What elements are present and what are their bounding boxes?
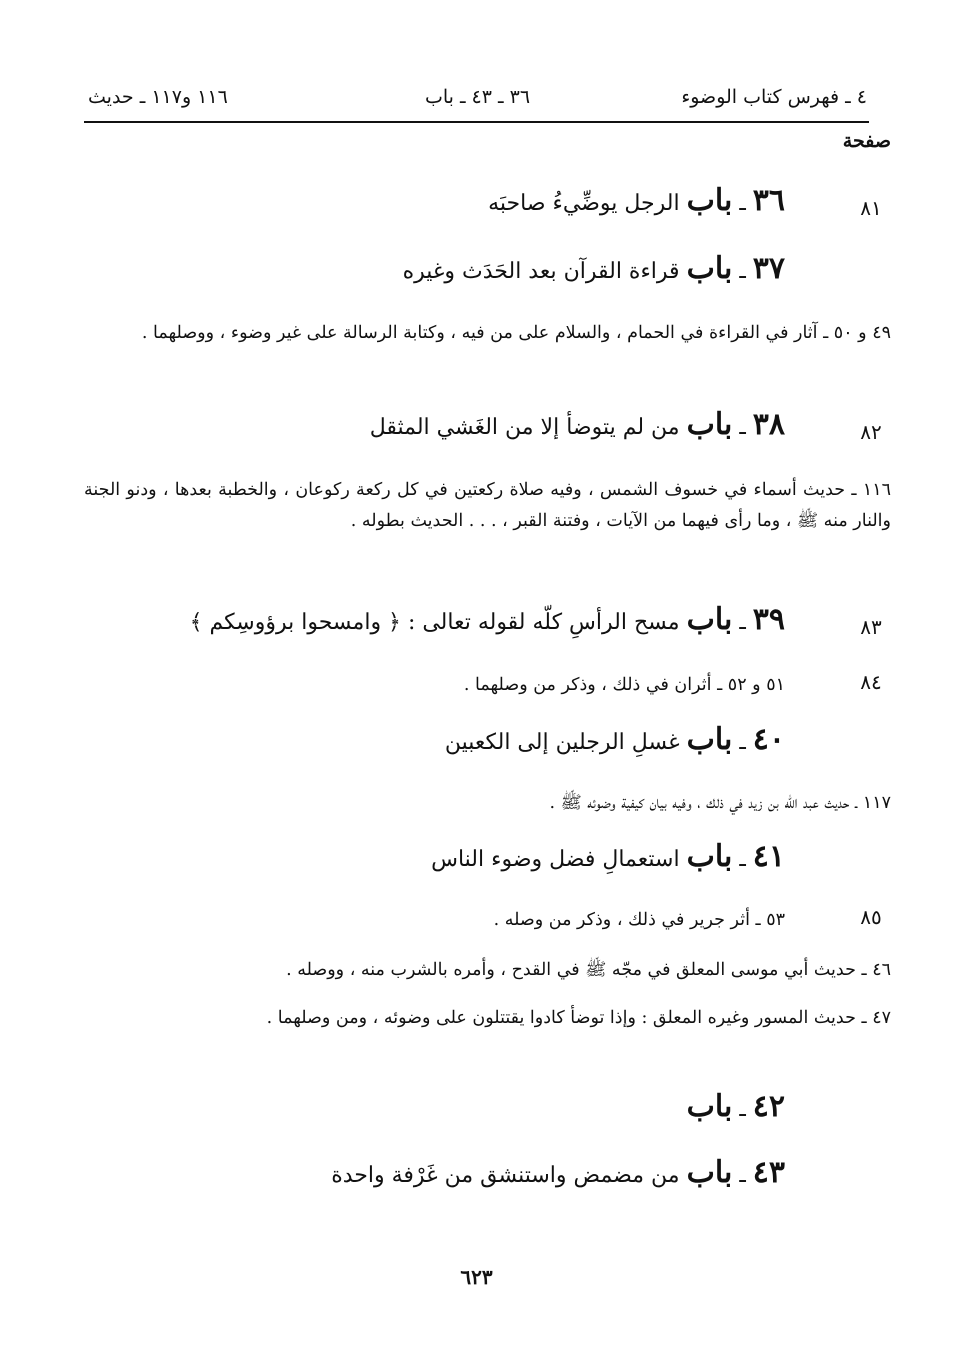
chapter-title: قراءة القرآن بعد الحَدَث وغيره — [402, 259, 680, 284]
chapter-heading — [84, 1089, 785, 1125]
running-header — [88, 86, 867, 116]
chapter-title: من لم يتوضأ إلا من الغَشي المثقل — [369, 415, 680, 440]
entry-text: ٤٩ و ٥٠ ـ آثار في القراءة في الحمام ، والسلام على من فيه ، وكتابة الرسالة على غير وضوء ، ووصلهما . — [141, 323, 891, 343]
chapter-heading — [84, 722, 785, 758]
chapter-title: مسح الرأسِ كلّه لقوله تعالى : ﴿ وامسحوا برؤوسِكم ﴾ — [189, 610, 680, 635]
chapter-heading — [84, 839, 785, 875]
page-ref: ٨٤ — [860, 670, 882, 694]
chapter-dash: ـ — [739, 1097, 746, 1122]
chapter-heading — [84, 407, 785, 443]
chapter-dash: ـ — [739, 847, 746, 872]
chapter-title: استعمالِ فضل وضوء الناس — [431, 847, 680, 872]
chapter-heading — [84, 1155, 785, 1191]
chapter-dash: ـ — [739, 610, 746, 635]
chapter-dash: ـ — [739, 415, 746, 440]
header-chapter-range: ٣٦ ـ ٤٣ ـ باب — [424, 86, 531, 108]
chapter-keyword: باب — [686, 1155, 733, 1190]
page-column-label: صفحة — [842, 130, 891, 152]
chapter-dash: ـ — [739, 1163, 746, 1188]
page-ref: ٨١ — [860, 196, 882, 220]
chapter-number: ٤٢ — [752, 1089, 785, 1124]
entry-text: ٤٧ ـ حديث المسور وغيره المعلق : وإذا توضأ كادوا يقتتلون على وضوئه ، ومن وصلهما . — [266, 1008, 891, 1028]
chapter-keyword: باب — [686, 183, 733, 218]
chapter-number: ٣٩ — [752, 602, 785, 637]
chapter-heading — [84, 183, 785, 219]
page-ref: ٨٣ — [860, 615, 882, 639]
page-number: ٦٢٣ — [460, 1265, 493, 1289]
chapter-keyword: باب — [686, 1089, 733, 1124]
chapter-keyword: باب — [686, 839, 733, 874]
chapter-heading — [84, 251, 785, 287]
header-rule — [84, 121, 869, 123]
page-ref: ٨٢ — [860, 420, 882, 444]
entry-text: ٥٣ ـ أثر جرير في ذلك ، وذكر من وصله . — [493, 910, 785, 930]
chapter-dash: ـ — [739, 730, 746, 755]
chapter-number: ٤٣ — [752, 1155, 785, 1190]
page-ref: ٨٥ — [860, 905, 882, 929]
chapter-number: ٣٧ — [752, 251, 785, 286]
chapter-dash: ـ — [739, 259, 746, 284]
chapter-title: من مضمض واستنشق من غَرْفة واحدة — [331, 1163, 680, 1188]
chapter-keyword: باب — [686, 251, 733, 286]
chapter-keyword: باب — [686, 602, 733, 637]
chapter-heading — [84, 602, 785, 638]
entry-text: ١١٦ ـ حديث أسماء في خسوف الشمس ، وفيه صلاة ركعتين في كل ركعة ركوعان ، والخطبة بعدها ، ودنو الجنة والنار منه ﷺ ، وما رأى فيهما من الآيات ، وفتنة القبر ، . . . الحديث بطوله . — [84, 480, 891, 531]
entry-text: ٥١ و ٥٢ ـ أثران في ذلك ، وذكر من وصلهما . — [463, 675, 785, 695]
chapter-title: الرجل يوضِّيءُ صاحبَه — [488, 191, 680, 216]
header-section-title: ٤ ـ فهرس كتاب الوضوء — [681, 86, 867, 108]
chapter-keyword: باب — [686, 722, 733, 757]
chapter-title: غسلِ الرجلين إلى الكعبين — [444, 730, 680, 755]
header-hadith-range: ١١٦ و١١٧ ـ حديث — [88, 86, 228, 108]
chapter-keyword: باب — [686, 407, 733, 442]
chapter-number: ٤١ — [752, 839, 785, 874]
chapter-dash: ـ — [739, 191, 746, 216]
chapter-number: ٣٨ — [752, 407, 785, 442]
chapter-number: ٣٦ — [752, 183, 785, 218]
entry-text: ٤٦ ـ حديث أبي موسى المعلق في مجّه ﷺ في القدح ، وأمره بالشرب منه ، ووصله . — [286, 960, 891, 980]
chapter-number: ٤٠ — [752, 722, 785, 757]
entry-text: ١١٧ ـ حديث عبد الله بن زيد في ذلك ، وفيه بيان كيفية وضوئه ﷺ . — [549, 793, 891, 813]
